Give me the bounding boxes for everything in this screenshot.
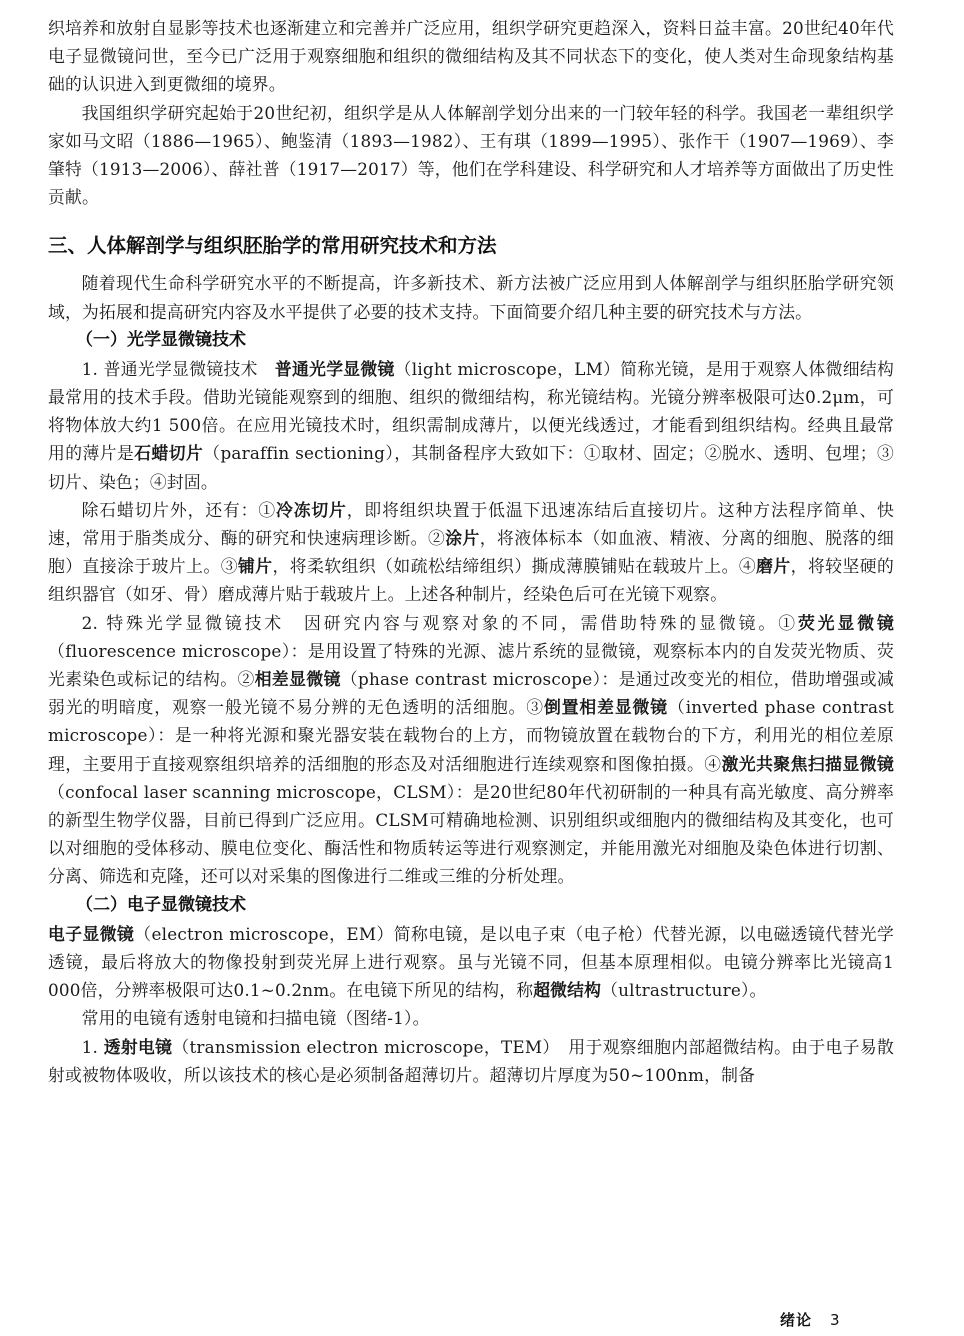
paragraph-ordinary-light-microscope: [48, 355, 894, 496]
paragraph-em-types: 常用的电镜有透射电镜和扫描电镜（图绪-1）。: [81, 1008, 430, 1029]
text-run: 因研究内容与观察对象的不同，需借助特殊的显微镜。①: [303, 612, 798, 633]
key-term: 倒置相差显微镜: [543, 697, 668, 718]
text-run: ，将柔软组织（如疏松结缔组织）撕成薄膜铺贴在载玻片上。④: [272, 556, 757, 577]
key-term: 冷冻切片: [276, 499, 347, 520]
text-run: （inverted phase contrast microscope）：是一种将光源和聚光器安装在载物台的上方，而物镜放置在载物台的下方，利用光的相位差原理，主要用于直接观察组织培养的活细胞的形态及对活细胞进行连续观察和图像拍摄。④: [48, 697, 894, 774]
text-run: 除石蜡切片外，还有：①: [81, 499, 277, 520]
text-run: （electron microscope，EM）简称电镜，是以电子束（电子枪）代替光源，以电磁透镜代替光学透镜，最后将放大的物像投射到荧光屏上进行观察。虽与光镜不同，但基本原理相似。电镜分辨率比光镜高1 000倍，分辨率极限可达0.1~0.2nm。在电镜下所见的结构，称: [48, 923, 894, 1001]
key-term: 电子显微镜: [48, 923, 135, 944]
paragraph-electron-microscope: [48, 920, 894, 1005]
paragraph-china-histology: 我国组织学研究起始于20世纪初，组织学是从人体解剖学划分出来的一门较年轻的科学。我国老一辈组织学家如马文昭（1886—1965）、鲍鉴清（1893—1982）、王有琪（1899—1995）、张作干（1907—1969）、李肇特（1913—2006）、薛社普（1917—2017）等，他们在学科建设、科学研究和人才培养等方面做出了历史性贡献。: [48, 102, 894, 208]
text-run: （transmission electron microscope，TEM） 用于观察细胞内部超微结构。由于电子易散射或被物体吸收，所以该技术的核心是必须制备超薄切片。超薄切片厚度为50~100nm，制备: [48, 1036, 894, 1085]
paragraph-tem: [48, 1033, 894, 1089]
paragraph-special-light-microscope: [48, 609, 894, 891]
item-lead: 1.: [81, 1036, 104, 1057]
text-run: （fluorescence microscope）：是用设置了特殊的光源、滤片系统的显微镜，观察标本内的自发荧光物质、荧光素染色或标记的结构。②: [48, 640, 894, 690]
key-term: 磨片: [756, 556, 791, 577]
key-term: 相差显微镜: [254, 669, 341, 690]
page-footer: [780, 1309, 841, 1330]
text-run: （ultrastructure）。: [601, 980, 767, 1001]
page-body: [48, 14, 894, 1089]
text-run: （paraffin sectioning），其制备程序大致如下：①取材、固定；②脱水、透明、包埋；③切片、染色；④封固。: [48, 443, 894, 492]
key-term: 铺片: [237, 556, 273, 577]
key-term: 激光共聚焦扫描显微镜: [721, 753, 894, 774]
text-run: （phase contrast microscope）：是通过改变光的相位，借助增强或减弱光的明暗度，观察一般光镜不易分辨的无色透明的活细胞。③: [48, 669, 894, 718]
paragraph-other-sections: [48, 496, 894, 609]
item-lead: 1. 普通光学显微镜技术: [81, 358, 275, 379]
text-run: （confocal laser scanning microscope，CLSM）：是20世纪80年代初研制的一种具有高光敏度、高分辨率的新型生物学仪器，目前已得到广泛应用。CLSM可精确地检测、识别组织或细胞内的微细结构及其变化，也可以对细胞的受体移动、膜电位变化、酶活性和物质转运等进行观察测定，并能用激光对细胞及染色体进行切割、分离、筛选和克隆，还可以对采集的图像进行二维或三维的分析处理。: [48, 781, 894, 887]
subsection-heading-light-microscopy: （一）光学显微镜技术: [76, 329, 246, 350]
paragraph-intro-continued: 织培养和放射自显影等技术也逐渐建立和完善并广泛应用，组织学研究更趋深入，资料日益丰富。20世纪40年代电子显微镜问世，至今已广泛用于观察细胞和组织的微细结构及其不同状态下的变化，使人类对生命现象结构基础的认识进入到更微细的境界。: [48, 18, 894, 95]
key-term: 石蜡切片: [134, 443, 204, 464]
key-term: 荧光显微镜: [797, 612, 894, 633]
text-run: ，将较坚硬的组织器官（如牙、骨）磨成薄片贴于载玻片上。上述各种制片，经染色后可在光镜下观察。: [48, 556, 895, 605]
key-term: 涂片: [445, 528, 480, 549]
page-number: 3: [830, 1311, 841, 1329]
item-lead: 2. 特殊光学显微镜技术: [81, 612, 304, 633]
text-run: ，将液体标本（如血液、精液、分离的细胞、脱落的细胞）直接涂于玻片上。③: [48, 528, 894, 577]
subsection-heading-electron-microscopy: （二）电子显微镜技术: [76, 894, 246, 915]
chapter-label: 绪论: [780, 1311, 813, 1329]
text-run: ，即将组织块置于低温下迅速冻结后直接切片。这种方法程序简单、快速，常用于脂类成分、酶的研究和快速病理诊断。②: [48, 499, 894, 549]
paragraph-section-intro: 随着现代生命科学研究水平的不断提高，许多新技术、新方法被广泛应用到人体解剖学与组织胚胎学研究领域，为拓展和提高研究内容及水平提供了必要的技术支持。下面简要介绍几种主要的研究技术与方法。: [48, 273, 894, 322]
section-heading: 三、人体解剖学与组织胚胎学的常用研究技术和方法: [48, 234, 497, 258]
text-run: （light microscope，LM）简称光镜，是用于观察人体微细结构最常用的技术手段。借助光镜能观察到的细胞、组织的微细结构，称光镜结构。光镜分辨率极限可达0.2μm，可将物体放大约1 500倍。在应用光镜技术时，组织需制成薄片，以便光线透过，才能看到组织结构。经典且最常用的薄片是: [48, 358, 894, 464]
key-term: 超微结构: [533, 980, 602, 1001]
key-term: 普通光学显微镜: [274, 358, 395, 379]
key-term: 透射电镜: [103, 1036, 173, 1057]
